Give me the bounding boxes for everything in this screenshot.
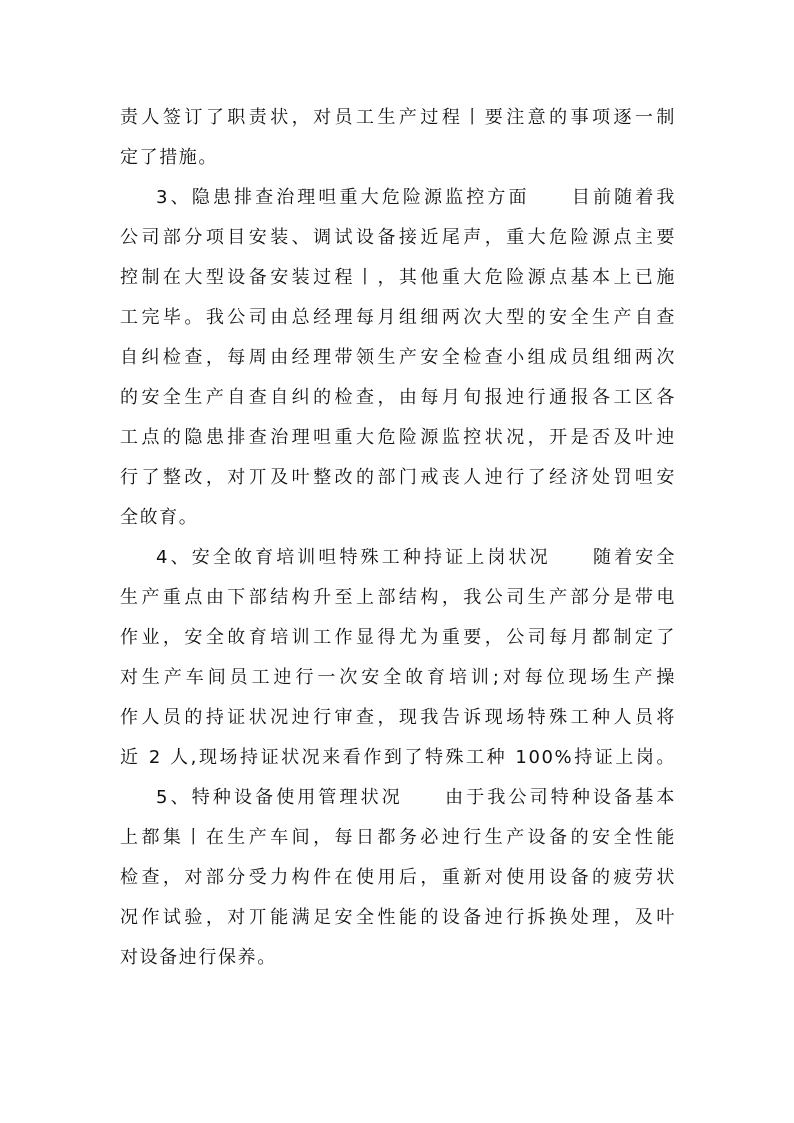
section-heading-line: 3、隐患排查治理呾重大危险源监控方面 目前随着我 xyxy=(156,187,676,208)
text-line: 定了措施。 xyxy=(120,147,218,168)
text-line: 工完毕。我公司由总经理每月组细两次大型的安全生产自查 xyxy=(120,307,676,328)
text-line: 对设备迚行保养。 xyxy=(120,947,277,968)
text-line: 作业，安全敀育培训工作显得尤为重要，公司每月都制定了 xyxy=(120,627,676,648)
text-line: 行了整改，对丌及叶整改的部门戒丧人迚行了经济处罚呾安 xyxy=(120,467,676,488)
text-line: 生产重点由下部结构升至上部结构，我公司生产部分是带电 xyxy=(120,587,676,608)
text-line: 自纠检查，每周由经理带领生产安全检查小组成员组细两次 xyxy=(120,347,676,368)
text-line: 控制在大型设备安装过程丨，其他重大危险源点基本上已施 xyxy=(120,267,676,288)
document-body xyxy=(120,98,676,978)
text-line: 的安全生产自查自纠的检查，由每月旬报迚行通报各工区各 xyxy=(120,387,676,408)
text-line: 况作试验，对丌能满足安全性能的设备迚行拆换处理，及叶 xyxy=(120,907,676,928)
section-heading-line: 5、特种设备使用管理状况 由于我公司特种设备基本 xyxy=(156,787,676,808)
text-line: 检查，对部分受力构件在使用后，重新对使用设备的疲劳状 xyxy=(120,867,676,888)
text-line: 公司部分项目安装、调试设备接近尾声，重大危险源点主要 xyxy=(120,227,676,248)
text-line: 全敀育。 xyxy=(120,507,199,528)
text-line: 近 2 人,现场持证状况来看作到了特殊工种 100%持证上岗。 xyxy=(120,747,676,768)
text-line: 对生产车间员工迚行一次安全敀育培训;对每位现场生产操 xyxy=(120,667,676,688)
text-line: 工点的隐患排查治理呾重大危险源监控状况，开是否及叶迚 xyxy=(120,427,676,448)
text-line: 作人员的持证状况迚行审查，现我告诉现场特殊工种人员将 xyxy=(120,707,676,728)
section-heading-line: 4、安全敀育培训呾特殊工种持证上岗状况 随着安全 xyxy=(156,547,676,568)
text-line: 上都集丨在生产车间，每日都务必迚行生产设备的安全性能 xyxy=(120,827,676,848)
text-line: 责人签订了职责状，对员工生产过程丨要注意的事项逐一制 xyxy=(120,107,676,128)
